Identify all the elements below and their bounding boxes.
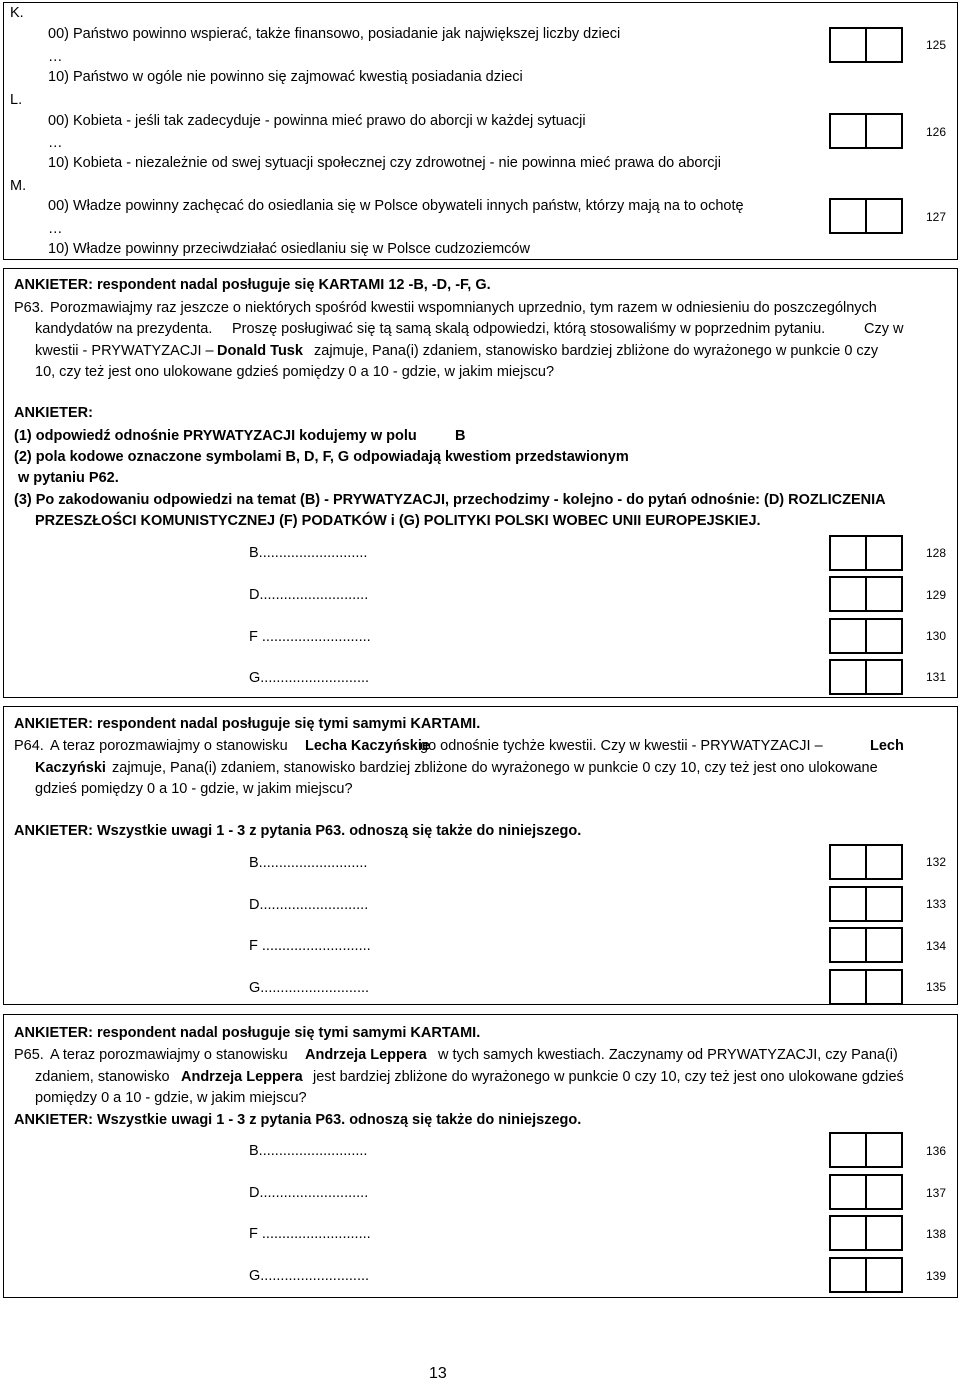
p65-line2a: zdaniem, stanowisko <box>35 1069 170 1085</box>
p65-candidate-name: Andrzeja Leppera <box>305 1047 427 1063</box>
page-number: 13 <box>429 1365 447 1382</box>
p64-candidate-surname: Kaczyński <box>35 760 106 776</box>
p65-row-d-boxes[interactable] <box>829 1174 903 1210</box>
p63-row-f-code: 130 <box>926 629 947 643</box>
p63-row-b-label: B........................... <box>249 545 368 561</box>
p63-instruction: ANKIETER: respondent nadal posługuje się KARTAMI 12 -B, -D, -F, G. <box>14 277 491 293</box>
p63-note2b: w pytaniu P62. <box>18 470 119 486</box>
p64-row-g-code: 135 <box>926 980 947 994</box>
p64-candidate-name: Lecha Kaczyńskie <box>305 738 430 754</box>
p65-line1b: w tych samych kwestiach. Zaczynamy od PRYWATYZACJI, czy Pana(i) <box>438 1047 898 1063</box>
item-k-code: 125 <box>926 38 947 52</box>
p65-note: ANKIETER: Wszystkie uwagi 1 - 3 z pytania P63. odnoszą się także do niniejszego. <box>14 1112 582 1128</box>
item-k-letter: K. <box>10 5 24 21</box>
item-k-option-0: 00) Państwo powinno wspierać, także finansowo, posiadanie jak największej liczby dzieci <box>48 26 621 42</box>
p63-row-d-label: D........................... <box>249 587 369 603</box>
p65-row-f-code: 138 <box>926 1227 947 1241</box>
p63-row-g-label: G........................... <box>249 670 370 686</box>
p63-question-line1: Porozmawiajmy raz jeszcze o niektórych spośród kwestii wspomnianych uprzednio, tym razem w odniesieniu do poszczególnych <box>50 300 877 316</box>
p63-note1: (1) odpowiedź odnośnie PRYWATYZACJI kodujemy w polu <box>14 428 417 444</box>
p63-candidate-name: Donald Tusk <box>217 343 303 359</box>
p65-row-g-code: 139 <box>926 1269 947 1283</box>
item-m-code-boxes[interactable] <box>829 198 903 234</box>
p64-line3: gdzieś pomiędzy 0 a 10 - gdzie, w jakim miejscu? <box>35 781 353 797</box>
item-m-letter: M. <box>10 178 27 194</box>
p65-row-b-boxes[interactable] <box>829 1132 903 1168</box>
p63-question-line3b: zajmuje, Pana(i) zdaniem, stanowisko bardziej zbliżone do wyrażonego w punkcie 0 czy <box>314 343 879 359</box>
p63-note3: (3) Po zakodowaniu odpowiedzi na temat (B) - PRYWATYZACJI, przechodzimy - kolejno - do pytań odnośnie: (D) ROZLICZENIA <box>14 492 886 508</box>
p64-row-b-boxes[interactable] <box>829 844 903 880</box>
p65-candidate-name2: Andrzeja Leppera <box>181 1069 303 1085</box>
p64-row-f-label: F ........................... <box>249 938 371 954</box>
p65-row-f-label: F ........................... <box>249 1226 371 1242</box>
item-m-code: 127 <box>926 210 947 224</box>
p64-row-b-code: 132 <box>926 855 947 869</box>
p65-row-b-label: B........................... <box>249 1143 368 1159</box>
p65-row-f-boxes[interactable] <box>829 1215 903 1251</box>
p64-instruction: ANKIETER: respondent nadal posługuje się tymi samymi KARTAMI. <box>14 716 481 732</box>
p63-row-g-boxes[interactable] <box>829 659 903 695</box>
item-l-letter: L. <box>10 92 23 108</box>
p65-line2b: jest bardziej zbliżone do wyrażonego w punkcie 0 czy 10, czy też jest ono ulokowane gdzieś <box>313 1069 904 1085</box>
item-l-option-10: 10) Kobieta - niezależnie od swej sytuacji społecznej czy zdrowotnej - nie powinna mieć prawa do aborcji <box>48 155 721 171</box>
p64-candidate-name2: Lech <box>870 738 904 754</box>
p65-row-g-boxes[interactable] <box>829 1257 903 1293</box>
p63-note2: (2) pola kodowe oznaczone symbolami B, D, F, G odpowiadają kwestiom przedstawionym <box>14 449 629 465</box>
p65-line1a: A teraz porozmawiajmy o stanowisku <box>50 1047 288 1063</box>
p63-row-f-label: F ........................... <box>249 629 371 645</box>
p65-row-d-code: 137 <box>926 1186 947 1200</box>
p65-line3: pomiędzy 0 a 10 - gdzie, w jakim miejscu? <box>35 1090 307 1106</box>
item-k-option-10: 10) Państwo w ogóle nie powinno się zajmować kwestią posiadania dzieci <box>48 69 523 85</box>
p64-row-g-boxes[interactable] <box>829 969 903 1005</box>
p63-ankieter-label: ANKIETER: <box>14 405 93 421</box>
item-m-ellipsis: … <box>48 221 63 237</box>
p64-row-f-code: 134 <box>926 939 947 953</box>
item-l-code-boxes[interactable] <box>829 113 903 149</box>
p63-question-line4: 10, czy też jest ono ulokowane gdzieś pomiędzy 0 a 10 - gdzie, w jakim miejscu? <box>35 364 555 380</box>
p64-row-d-boxes[interactable] <box>829 886 903 922</box>
p65-row-d-label: D........................... <box>249 1185 369 1201</box>
p64-row-d-code: 133 <box>926 897 947 911</box>
p63-question-line3a: kwestii - PRYWATYZACJI – <box>35 343 214 359</box>
item-l-ellipsis: … <box>48 135 63 151</box>
p63-row-b-code: 128 <box>926 546 947 560</box>
item-m-option-10: 10) Władze powinny przeciwdziałać osiedlaniu się w Polsce cudzoziemców <box>48 241 530 257</box>
p64-note: ANKIETER: Wszystkie uwagi 1 - 3 z pytania P63. odnoszą się także do niniejszego. <box>14 823 582 839</box>
p64-line1b: go odnośnie tychże kwestii. Czy w kwestii - PRYWATYZACJI – <box>420 738 823 754</box>
p63-row-f-boxes[interactable] <box>829 618 903 654</box>
p63-row-d-code: 129 <box>926 588 947 602</box>
p64-line2b: zajmuje, Pana(i) zdaniem, stanowisko bardziej zbliżone do wyrażonego w punkcie 0 czy 10, czy też jest ono ulokowane <box>112 760 878 776</box>
item-m-option-0: 00) Władze powinny zachęcać do osiedlania się w Polsce obywateli innych państw, którzy mają na to ochotę <box>48 198 744 214</box>
p63-question-line2b: Proszę posługiwać się tą samą skalą odpowiedzi, którą stosowaliśmy w poprzednim pytaniu. <box>232 321 826 337</box>
p64-row-b-label: B........................... <box>249 855 368 871</box>
p63-row-d-boxes[interactable] <box>829 576 903 612</box>
item-k-code-boxes[interactable] <box>829 27 903 63</box>
p65-number: P65. <box>14 1047 44 1063</box>
p63-note1-field: B <box>455 428 466 444</box>
p63-number: P63. <box>14 300 44 316</box>
p63-row-g-code: 131 <box>926 670 947 684</box>
p65-instruction: ANKIETER: respondent nadal posługuje się tymi samymi KARTAMI. <box>14 1025 481 1041</box>
p65-row-g-label: G........................... <box>249 1268 370 1284</box>
p64-number: P64. <box>14 738 44 754</box>
p64-row-g-label: G........................... <box>249 980 370 996</box>
p63-question-line2c: Czy w <box>864 321 904 337</box>
p64-row-d-label: D........................... <box>249 897 369 913</box>
item-l-code: 126 <box>926 125 947 139</box>
p63-question-line2: kandydatów na prezydenta. <box>35 321 213 337</box>
p64-line1a: A teraz porozmawiajmy o stanowisku <box>50 738 288 754</box>
p65-row-b-code: 136 <box>926 1144 947 1158</box>
item-k-ellipsis: … <box>48 49 63 65</box>
p64-row-f-boxes[interactable] <box>829 927 903 963</box>
item-l-option-0: 00) Kobieta - jeśli tak zadecyduje - powinna mieć prawo do aborcji w każdej sytuacji <box>48 113 586 129</box>
p63-row-b-boxes[interactable] <box>829 535 903 571</box>
p63-note3b: PRZESZŁOŚCI KOMUNISTYCZNEJ (F) PODATKÓW i (G) POLITYKI POLSKI WOBEC UNII EUROPEJSKIEJ. <box>35 513 761 529</box>
